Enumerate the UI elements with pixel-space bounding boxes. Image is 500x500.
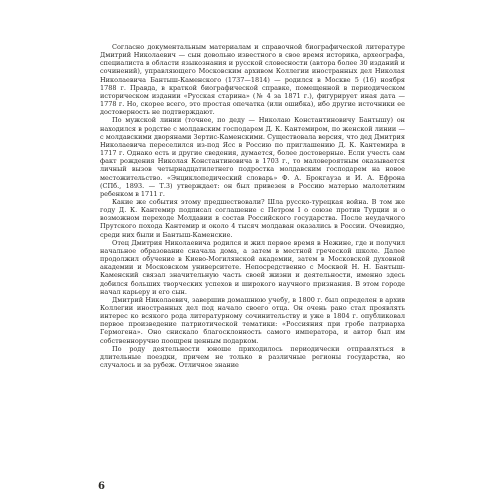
page-number: 6	[98, 481, 105, 492]
paragraph-birth: Согласно документальным материалам и справочной биографической литературе Дмитрий Николаевич — сын довольно известного в свое время историка, археографа, специалиста в области языкознания и русской словесности (автора более 30 изданий и сочинений), управляющего Московским архивом Коллегии иностранных дел Николая Николаевича Бантыш-Каменского (1737—1814) — родился в Москве 5 (16) ноября 1788 г. Правда, в краткой биографической справке, помещенной в периодическом историческом издании «Русская старина» (№ 4 за 1871 г.), фигурирует иная дата — 1778 г. Но, скорее всего, это простая опечатка (или ошибка), ибо другие источники ее достоверность не подтверждают.	[100, 43, 405, 117]
paragraph-lineage: По мужской линии (точнее, по деду — Николаю Константиновичу Бантышу) он находился в родстве с молдавским господарем Д. К. Кантемиром, по женской линии — с молдавскими дворянами Зертис-Каменскими. Существовала версия, что дед Дмитрия Николаевича переселился из-под Ясс в Россию по приглашению Д. К. Кантемира в 1717 г. Однако есть и другие сведения, думается, более достоверные. Если учесть сам факт рождения Николая Константиновича в 1703 г., то маловероятным оказывается личный вызов четырнадцатилетнего подростка молдавским господарем на новое местожительство. «Энциклопедический словарь» Ф. А. Брокгауза и И. А. Ефрона (СПб., 1893. — Т.3) утверждает: он был привезен в Россию матерью малолетним ребенком в 1711 г.	[100, 116, 405, 198]
paragraph-father: Отец Дмитрия Николаевича родился и жил первое время в Нежине, где и получил начальное образование сначала дома, а затем в местной греческой школе. Далее продолжил обучение в Киево-Могилянской академии, затем в Московской духовной академии и Московском университете. Непосредственно с Москвой Н. Н. Бантыш-Каменский связал значительную часть своей жизни и деятельности, именно здесь добился больших творческих успехов и широкого научного признания. В этом городе начал карьеру и его сын.	[100, 238, 405, 296]
paragraph-travel: По роду деятельности юноше приходилось периодически отправляться в длительные поездки, причем не только в различные регионы государства, но случалось и за рубеж. Отличное знание	[100, 344, 405, 370]
book-page	[100, 43, 405, 473]
paragraph-archive: Дмитрий Николаевич, завершив домашнюю учебу, в 1800 г. был определен в архив Коллегии иностранных дел под начало своего отца. Он очень рано стал проявлять интерес ко всякого рода литературному сочинительству и уже в 1804 г. опубликовал первое произведение патриотической тематики: «Россияния при гробе патриарха Гермогена». Оно снискало благосклонность самого императора, и автор был им собственноручно поощрен ценным подарком.	[100, 295, 405, 345]
paragraph-war: Какие же события этому предшествовали? Шла русско-турецкая война. В том же году Д. К. Кантемир подписал соглашение с Петром I о союзе против Турции и о возможном переходе Молдавии в состав Российского государства. После неудачного Прутского похода Кантемир и около 4 тысяч молдаван оказались в России. Очевидно, среди них были и Бантыш-Каменские.	[100, 197, 405, 239]
